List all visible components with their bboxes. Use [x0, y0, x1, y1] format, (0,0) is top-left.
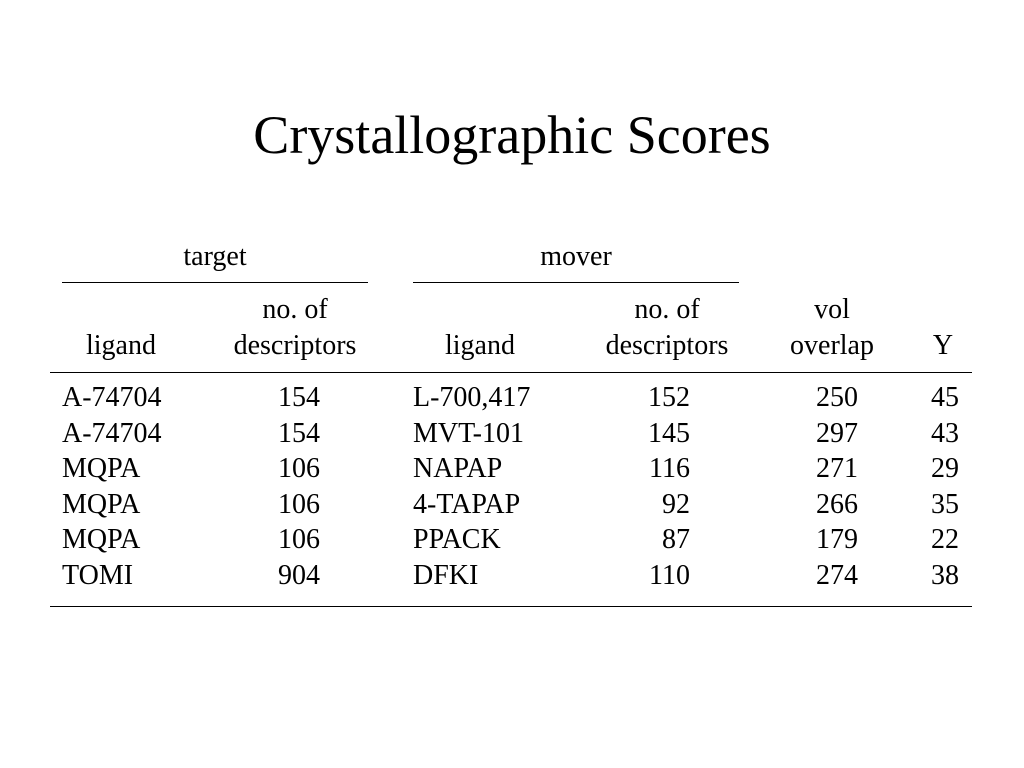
- group-rule-target: [62, 282, 368, 283]
- cell-vol-overlap: 274: [816, 559, 858, 591]
- header-y: Y: [932, 330, 954, 361]
- cell-mover-descriptors: 145: [648, 417, 690, 449]
- cell-vol-overlap: 297: [816, 417, 858, 449]
- cell-target-ligand: MQPA: [62, 524, 141, 556]
- cell-mover-ligand: L-700,417: [413, 382, 531, 413]
- table-row: [0, 522, 1024, 558]
- header-vol-overlap-line1: vol: [814, 294, 850, 325]
- header-mover-descriptors-line1: no. of: [634, 294, 700, 325]
- cell-target-ligand: A-74704: [62, 417, 162, 449]
- cell-target-ligand: A-74704: [62, 382, 162, 413]
- header-vol-overlap-line2: overlap: [790, 330, 874, 361]
- table-row: [0, 451, 1024, 487]
- cell-mover-descriptors: 152: [648, 382, 690, 413]
- cell-target-ligand: MQPA: [62, 453, 141, 485]
- cell-vol-overlap: 271: [816, 453, 858, 485]
- group-rule-mover: [413, 282, 739, 283]
- header-target-descriptors: [218, 292, 372, 364]
- header-mover-descriptors-line2: descriptors: [605, 330, 729, 361]
- cell-target-descriptors: 904: [278, 559, 320, 591]
- cell-vol-overlap: 179: [816, 524, 858, 556]
- cell-target-descriptors: 154: [278, 382, 320, 413]
- cell-mover-ligand: PPACK: [413, 524, 501, 556]
- cell-vol-overlap: 266: [816, 488, 858, 520]
- cell-target-descriptors: 106: [278, 453, 320, 485]
- group-label-target: target: [183, 241, 247, 272]
- cell-mover-descriptors: 116: [649, 453, 690, 485]
- slide-title: Crystallographic Scores: [253, 105, 771, 165]
- header-mover-ligand: ligand: [445, 330, 515, 361]
- cell-target-ligand: MQPA: [62, 488, 141, 520]
- table-bottom-rule: [50, 606, 972, 607]
- cell-mover-ligand: MVT-101: [413, 417, 524, 449]
- header-mover-descriptors: [590, 292, 744, 364]
- cell-target-descriptors: 106: [278, 488, 320, 520]
- header-target-descriptors-line2: descriptors: [233, 330, 357, 361]
- cell-y: 35: [931, 488, 959, 520]
- cell-vol-overlap: 250: [816, 382, 858, 413]
- header-vol-overlap: [774, 292, 890, 364]
- cell-mover-ligand: DFKI: [413, 559, 479, 591]
- table-row: [0, 558, 1024, 594]
- header-target-ligand: ligand: [86, 330, 156, 361]
- cell-mover-ligand: 4-TAPAP: [413, 488, 521, 520]
- cell-y: 22: [931, 524, 959, 556]
- cell-y: 43: [931, 417, 959, 449]
- group-label-mover: mover: [540, 241, 612, 272]
- table-body: [0, 380, 1024, 594]
- table-header-rule: [50, 372, 972, 373]
- table-row: [0, 380, 1024, 416]
- cell-y: 38: [931, 559, 959, 591]
- cell-y: 29: [931, 453, 959, 485]
- cell-mover-descriptors: 92: [662, 488, 690, 520]
- cell-mover-descriptors: 87: [662, 524, 690, 556]
- table-row: [0, 416, 1024, 452]
- table-row: [0, 487, 1024, 523]
- cell-mover-descriptors: 110: [649, 559, 690, 591]
- cell-y: 45: [931, 382, 959, 413]
- header-target-descriptors-line1: no. of: [262, 294, 328, 325]
- cell-target-descriptors: 106: [278, 524, 320, 556]
- cell-target-descriptors: 154: [278, 417, 320, 449]
- cell-mover-ligand: NAPAP: [413, 453, 503, 485]
- cell-target-ligand: TOMI: [62, 559, 134, 591]
